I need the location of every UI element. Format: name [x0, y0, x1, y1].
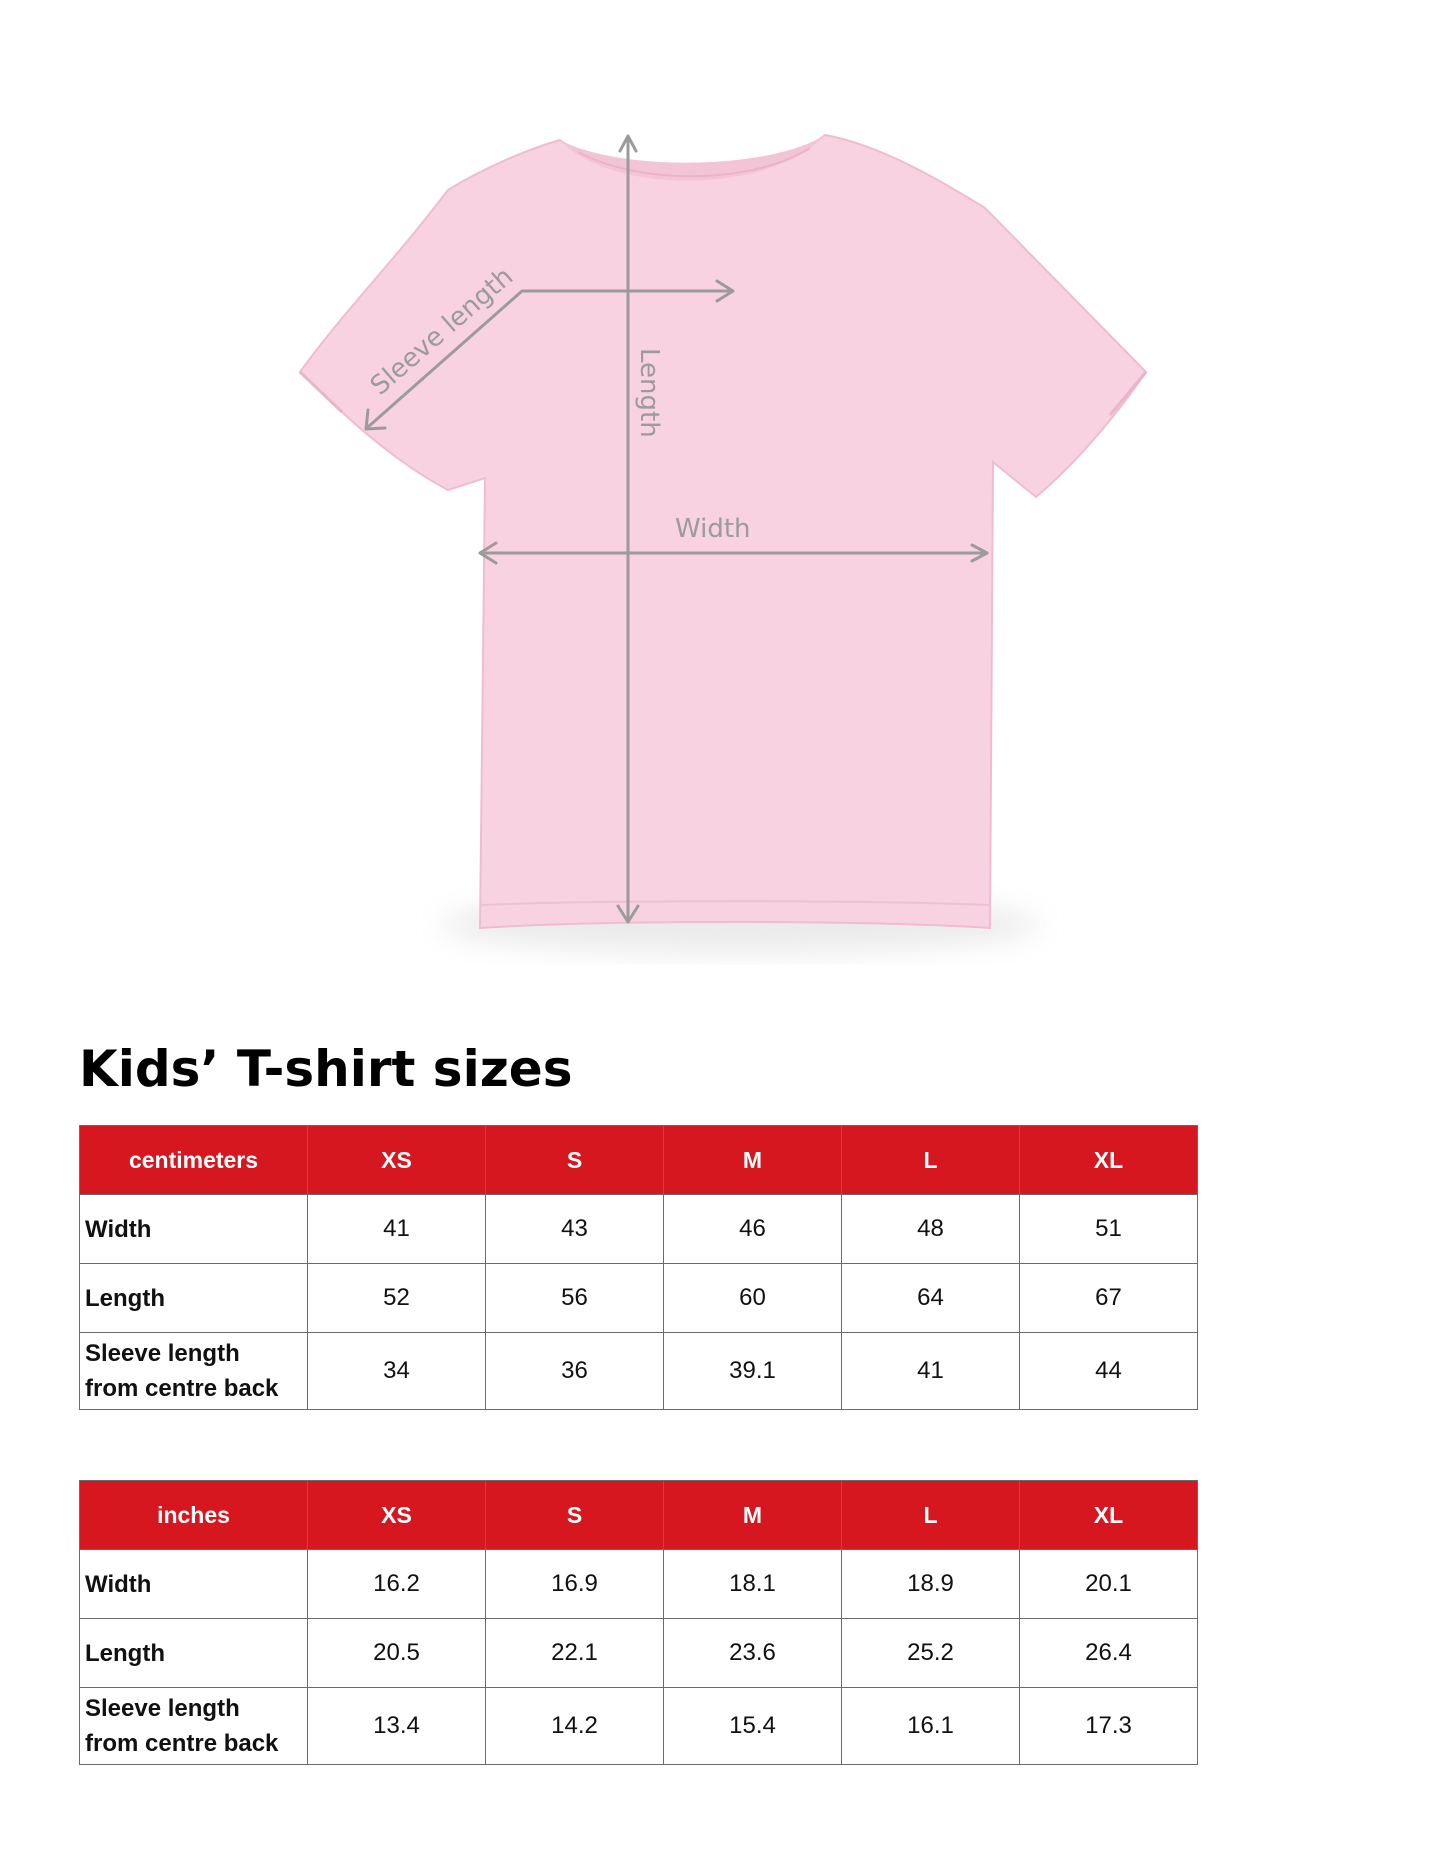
row-label-width: Width: [80, 1550, 308, 1619]
cell-value: 36: [486, 1333, 664, 1410]
cell-value: 14.2: [486, 1688, 664, 1765]
cell-value: 13.4: [308, 1688, 486, 1765]
table-row: [80, 1550, 1198, 1619]
cell-value: 51: [1020, 1195, 1198, 1264]
table-header-row: [80, 1481, 1198, 1550]
row-label-length: Length: [80, 1619, 308, 1688]
table-row: [80, 1264, 1198, 1333]
size-header-s: S: [486, 1481, 664, 1550]
cell-value: 41: [842, 1333, 1020, 1410]
cell-value: 39.1: [664, 1333, 842, 1410]
row-label-sleeve-length: [80, 1333, 308, 1410]
row-label-sleeve-length: [80, 1688, 308, 1765]
cell-value: 52: [308, 1264, 486, 1333]
cell-value: 41: [308, 1195, 486, 1264]
cell-value: 17.3: [1020, 1688, 1198, 1765]
cell-value: 26.4: [1020, 1619, 1198, 1688]
table-row: [80, 1619, 1198, 1688]
cell-value: 67: [1020, 1264, 1198, 1333]
row-label-line2: from centre back: [85, 1375, 279, 1402]
cell-value: 43: [486, 1195, 664, 1264]
cell-value: 56: [486, 1264, 664, 1333]
cell-value: 25.2: [842, 1619, 1020, 1688]
unit-header: inches: [80, 1481, 308, 1550]
cell-value: 20.5: [308, 1619, 486, 1688]
cell-value: 16.1: [842, 1688, 1020, 1765]
cell-value: 46: [664, 1195, 842, 1264]
sleeve-length-label: Sleeve length: [364, 261, 520, 402]
size-table-centimeters: [79, 1125, 1198, 1410]
cell-value: 16.9: [486, 1550, 664, 1619]
size-header-s: S: [486, 1126, 664, 1195]
row-label-width: Width: [80, 1195, 308, 1264]
cell-value: 48: [842, 1195, 1020, 1264]
cell-value: 20.1: [1020, 1550, 1198, 1619]
size-table-inches: [79, 1480, 1198, 1765]
row-label-line1: Sleeve length: [85, 1340, 240, 1367]
row-label-line1: Sleeve length: [85, 1695, 240, 1722]
size-header-xs: XS: [308, 1126, 486, 1195]
size-header-l: L: [842, 1481, 1020, 1550]
cell-value: 60: [664, 1264, 842, 1333]
cell-value: 16.2: [308, 1550, 486, 1619]
cell-value: 18.9: [842, 1550, 1020, 1619]
cell-value: 34: [308, 1333, 486, 1410]
row-label-line2: from centre back: [85, 1730, 279, 1757]
width-label: Width: [675, 514, 751, 544]
table-row: [80, 1195, 1198, 1264]
size-header-xs: XS: [308, 1481, 486, 1550]
size-header-xl: XL: [1020, 1481, 1198, 1550]
length-label: Length: [634, 348, 664, 438]
row-label-length: Length: [80, 1264, 308, 1333]
cell-value: 23.6: [664, 1619, 842, 1688]
unit-header: centimeters: [80, 1126, 308, 1195]
cell-value: 64: [842, 1264, 1020, 1333]
cell-value: 15.4: [664, 1688, 842, 1765]
table-row: [80, 1688, 1198, 1765]
size-header-m: M: [664, 1481, 842, 1550]
size-header-m: M: [664, 1126, 842, 1195]
size-header-l: L: [842, 1126, 1020, 1195]
table-row: [80, 1333, 1198, 1410]
cell-value: 18.1: [664, 1550, 842, 1619]
cell-value: 22.1: [486, 1619, 664, 1688]
table-header-row: [80, 1126, 1198, 1195]
cell-value: 44: [1020, 1333, 1198, 1410]
size-header-xl: XL: [1020, 1126, 1198, 1195]
page-title: Kids’ T-shirt sizes: [79, 1040, 573, 1098]
